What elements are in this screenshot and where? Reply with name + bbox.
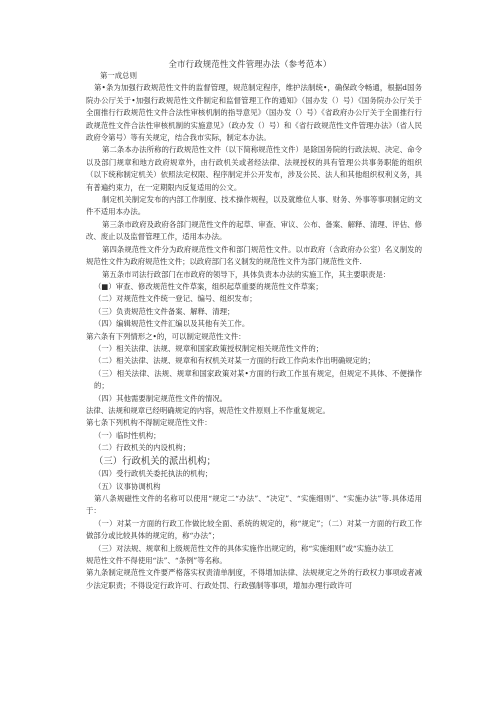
document-title: 全市行政规范性文件管理办法（参考范本） — [168, 59, 332, 69]
paragraph: （三）负责规范性文件备案、解释、清理； — [94, 306, 235, 316]
paragraph: 第二条本办法所称的行政规范性文件（以下简称规范性文件）是除国务院的行政法规、决定、命令以及部门规章和地方政府规章外，由行政机关或者经法律、法规授权的具有管理公共事务职能的组织（以下统称制定机关）依照法定权限、程序制定并公开发布，涉及公民、法人和其他组织权利义务，具有普遍约束力，在一定期限内反复适用的公文。 — [86, 145, 422, 192]
paragraph: （四）其他需要制定规范性文件的情况。 — [94, 393, 228, 403]
paragraph: （五）议事协调机构 — [94, 481, 161, 491]
paragraph: 规范性文件不得使用“法”、“条例”等名称。 — [86, 556, 227, 566]
paragraph: （二）行政机关的内设机构； — [94, 443, 191, 453]
paragraph: （三）对法规、规章和上级规范性文件的具体实施作出规定的，称“实施细则”或“实施办法工 — [94, 543, 394, 553]
paragraph: 第一成总则 — [100, 71, 137, 80]
paragraph: 第三条市政府及政府各部门规范性文件的起草、审查、审议、公布、备案、解释、清理、评估、修改、废止以及监督管理工作，适用本办法。 — [86, 219, 422, 242]
paragraph: 第八条规磁性文件的名称可以使用“规定二“办法”、“决定”、“实施细则”、“实施办法”等.具体适用于： — [86, 494, 422, 516]
paragraph: 第七条下列机构不得制定规范性文件： — [86, 418, 212, 428]
paragraph: （一）对某一方面的行政工作做比较全面、系统的规定的，称“规定”；（二）对某一方面的行政工作做部分或比较具体的规定的，称“办法”； — [86, 518, 422, 541]
paragraph: （一）临时性机构； — [94, 430, 161, 440]
document-body — [86, 70, 422, 592]
paragraph: （二）相关法律、法规、规章和有权机关对某一方面的行政工作尚未作出明确规定的； — [94, 356, 375, 366]
paragraph: 第四条规范性文件分为政府规范性文件和部门规范性文件。以市政府（含政府办公室）名义制发的规范性文件为政府规范性文件；以政府部门名义制发的规范性文件为部门规范性文件. — [86, 244, 422, 267]
paragraph: （二）对规范性文件统一登记、编号、组织发布； — [94, 294, 257, 304]
paragraph: 第•条为加强行政规范性文件的监督管理，规范制定程序，维护法制统•，确保政令畅通，根据d国务院办公厅关于•加强行政规范性文件制定和监督管理工作的通知》（国办发（）号）《国务院办公厅关于全面推行行政规范性文件合法性审核机制的指导意见》（国办发（）号）《省政府办公厅关于全面推行行政规范性文件合法性审核机制的实施意见》（政办发（）号）和《省行政规范性文件管理办法》（省人民政府令第号）等有关规定，结合我市实际，制定本办法。 — [86, 83, 422, 143]
paragraph: （一）相关法律、法规、规章和国家政策授权制定相关规范性文件的； — [94, 343, 324, 353]
paragraph: 制定机关制定发布的内部工作制度、技术操作规程，以及就维位人事、财务、外事等事项制定的文件不适用本办法。 — [86, 195, 422, 217]
paragraph: （四）受行政机关委托执法的机构； — [94, 469, 213, 479]
paragraph: 第六条有下列情形之•的，可以制定规范性文件： — [86, 331, 246, 341]
paragraph: 第九条制定规范性文件要严格落实权责清单制度，不得增加法律、法规规定之外的行政权力事项或者减少法定职责；不得设定行政许可、行政处罚、行政强制等事项，增加办理行政许可 — [86, 568, 422, 590]
paragraph: （■）审查、修改规范性文件草案，组织起草重要的规范性文件草案； — [94, 281, 323, 291]
paragraph: （三）相关法律、法规、规章和国家政策对某•方面的行政工作虽有规定，但规定不具体、不便操作的； — [94, 368, 422, 391]
paragraph: 第五条市司法行政部门在市政府的领导下，具体负责本办法的实施工作，其主要职责是： — [102, 269, 391, 279]
paragraph: （三）行政机关的派出机构； — [94, 455, 216, 467]
paragraph: （四）编辑规范性文件汇编以及其他有关工作。 — [94, 319, 250, 329]
paragraph: 法律、法规和规章已经明确规定的内容，规范性文件原则上不作重复规定。 — [86, 405, 330, 415]
